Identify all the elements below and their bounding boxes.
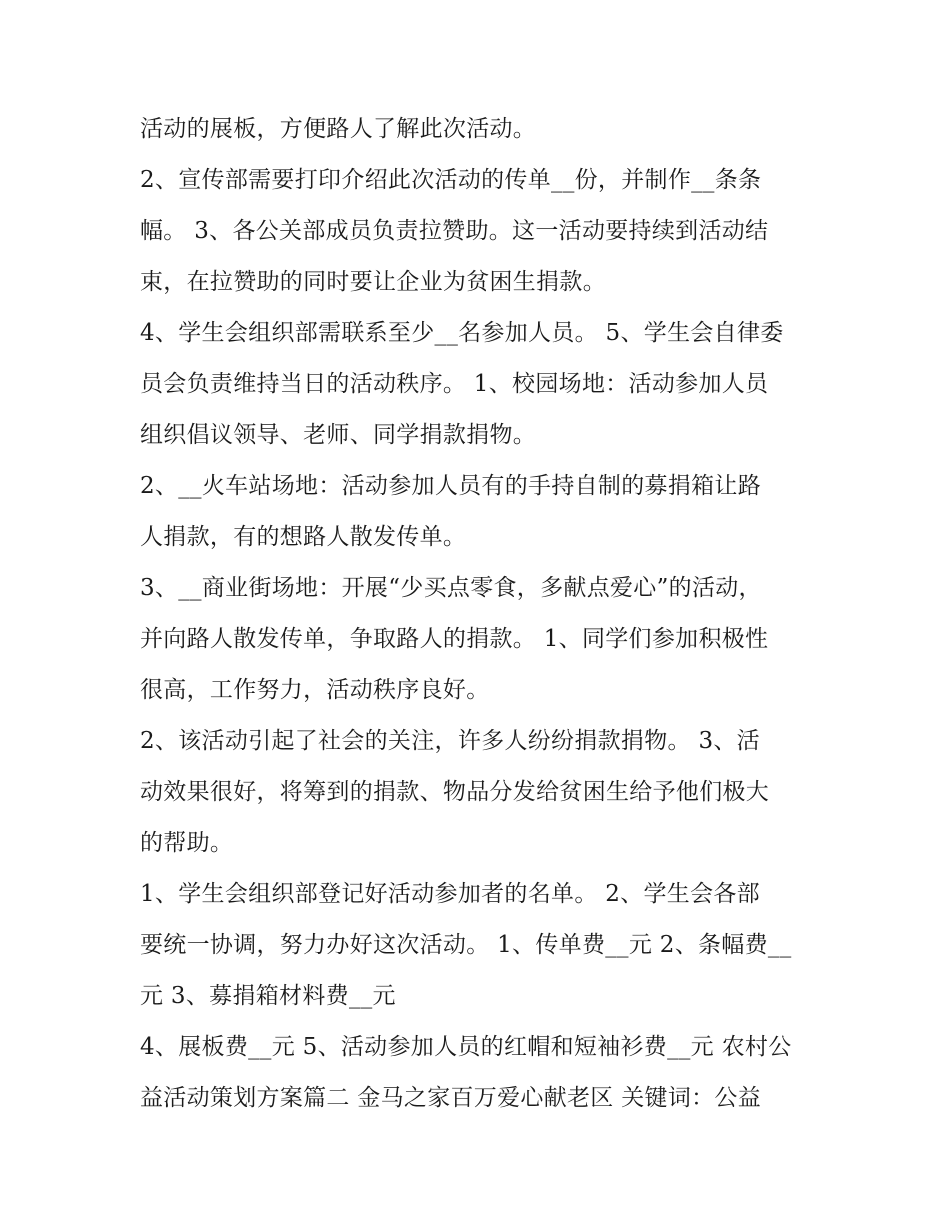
text-line: 束，在拉赞助的同时要让企业为贫困生捐款。 [140, 269, 606, 295]
text-line: 4、学生会组织部需联系至少__名参加人员。 5、学生会自律委 [140, 320, 784, 346]
text-line: 员会负责维持当日的活动秩序。 1、校园场地：活动参加人员 [140, 371, 769, 397]
document-body [140, 108, 820, 1128]
text-line: 益活动策划方案篇二 金马之家百万爱心献老区 关键词：公益 [140, 1085, 762, 1111]
text-line: 元 3、募捐箱材料费__元 [140, 983, 396, 1009]
text-line: 2、该活动引起了社会的关注，许多人纷纷捐款捐物。 3、活 [140, 728, 760, 754]
text-line: 2、__火车站场地：活动参加人员有的手持自制的募捐箱让路 [140, 473, 762, 499]
text-line: 人捐款，有的想路人散发传单。 [140, 524, 467, 550]
text-line: 3、__商业街场地：开展“少买点零食，多献点爱心”的活动， [140, 575, 762, 601]
text-line: 组织倡议领导、老师、同学捐款捐物。 [140, 422, 537, 448]
text-line: 要统一协调，努力办好这次活动。 1、传单费__元 2、条幅费__ [140, 932, 792, 958]
text-line: 1、学生会组织部登记好活动参加者的名单。 2、学生会各部 [140, 881, 760, 907]
text-line: 幅。 3、各公关部成员负责拉赞助。这一活动要持续到活动结 [140, 218, 769, 244]
text-line: 动效果很好，将筹到的捐款、物品分发给贫困生给予他们极大 [140, 779, 770, 805]
text-line: 的帮助。 [140, 830, 234, 856]
text-line: 并向路人散发传单，争取路人的捐款。 1、同学们参加积极性 [140, 626, 769, 652]
text-line: 2、宣传部需要打印介绍此次活动的传单__份，并制作__条条 [140, 167, 762, 193]
text-line: 4、展板费__元 5、活动参加人员的红帽和短袖衫费__元 农村公 [140, 1034, 792, 1060]
text-line: 活动的展板，方便路人了解此次活动。 [140, 116, 537, 142]
text-line: 很高，工作努力，活动秩序良好。 [140, 677, 490, 703]
